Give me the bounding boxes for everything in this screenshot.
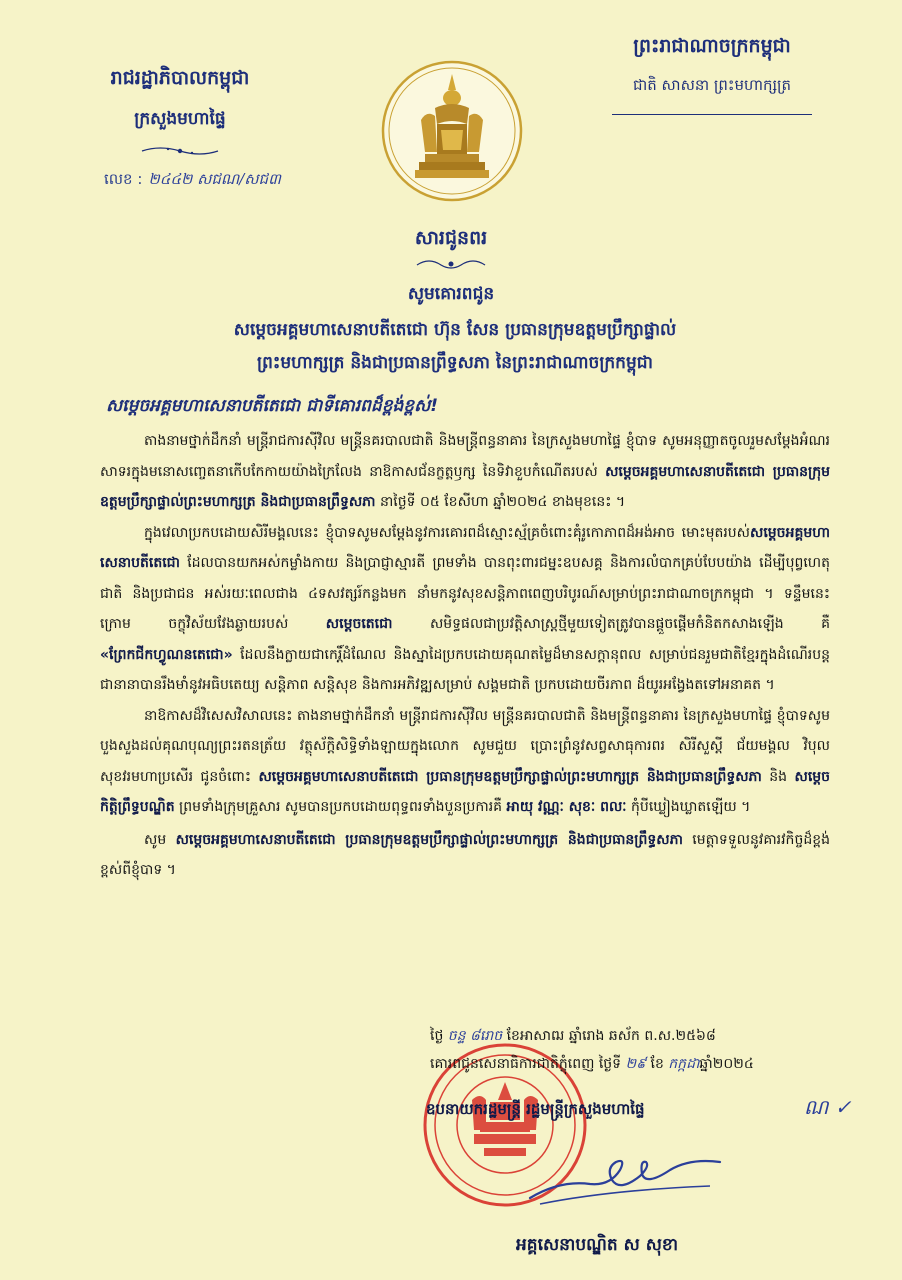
ornament-divider-icon (415, 257, 487, 271)
handwritten-signature-icon (520, 1140, 730, 1210)
handwritten-initials: ណ ✓ (804, 1095, 852, 1119)
reference-label: លេខ : (104, 170, 143, 188)
ornament-divider-icon (140, 145, 220, 157)
royal-emblem-icon (381, 60, 523, 202)
solar-day: ២៩ (625, 1056, 647, 1072)
kingdom-name: ព្រះរាជាណាចក្រកម្ពុជា (633, 35, 791, 57)
ministry-header (60, 66, 300, 161)
document-type-title: សារជូនពរ (414, 227, 488, 249)
p2-highlight-3: «ព្រែកជីកហ្វូណនតេជោ» (100, 646, 233, 663)
national-motto: ជាតិ សាសនា ព្រះមហាក្សត្រ (632, 76, 792, 94)
reference-value: ២៤៤២ សជណ/សជ៣ (148, 170, 281, 188)
reference-number (104, 170, 281, 192)
paragraph-3 (100, 701, 830, 823)
respect-line: សូមគោរពជូន (407, 284, 495, 304)
lunar-suffix: ខែអាសាឍ ឆ្នាំរោង ឆស័ក ព.ស.២៥៦៨ (506, 1028, 716, 1044)
ministry-name: ក្រសួងមហាផ្ទៃ (134, 109, 226, 129)
solar-prefix: គោរពជូនសេនាធិការជាតិក្ខុំពេញ ថ្ងៃទី (430, 1056, 622, 1072)
p1-tail: នាថ្ងៃទី ០៥ ខែសីហា ឆ្នាំ២០២៤ ខាងមុខនេះ ។ (379, 494, 626, 510)
p2-highlight: សម្តេចអគ្គមហាសេនាបតីតេជោ (100, 524, 830, 571)
lunar-handwritten: ចន្ទ ៨រោច (447, 1028, 503, 1044)
letter-body (100, 426, 830, 886)
solar-date (430, 1050, 850, 1078)
p3-mid-2: ព្រមទាំងក្រុមគ្រួសារ សូមបានប្រកបដោយពុទ្ធពរទាំងបួនប្រការគឺ (179, 799, 503, 815)
p4-text: សូម (144, 831, 167, 848)
paragraph-1 (100, 426, 830, 518)
recipient-line-1: សម្តេចអគ្គមហាសេនាបតីតេជោ ហ៊ុន សែន ប្រធានក្រុមឧត្តមប្រឹក្សាផ្ទាល់ (233, 320, 677, 340)
header-rule (612, 114, 812, 115)
p3-mid: និង (769, 768, 788, 785)
p2-text: ក្នុងវេលាប្រកបដោយសិរីមង្គលនេះ ខ្ញុំបាទសូមសម្តែងនូវការគោរពដ៏ស្មោះស្ម័គ្រចំពោះគុំរូកោភាពដ៏អង់អាច មោះមុតរបស់ (144, 524, 751, 541)
kingdom-header (592, 34, 832, 115)
signer-position: ឧបនាយករដ្ឋមន្ត្រី រដ្ឋមន្ត្រីក្រសួងមហាផ្ទៃ (426, 1100, 645, 1118)
p3-highlight-3: អាយុ វណ្ណៈ សុខៈ ពលៈ (506, 799, 627, 815)
p3-highlight: សម្តេចអគ្គមហាសេនាបតីតេជោ ប្រធានក្រុមឧត្តមប្រឹក្សាផ្ទាល់ព្រះមហាក្សត្រ និងជាប្រធានព្រឹទ្ធសភា (258, 768, 762, 785)
p2-highlight-2: សម្តេចតេជោ (325, 616, 393, 632)
p4-tail: មេត្តាទទួលនូវគារវកិច្ចដ៏ខ្ពង់ខ្ពស់ពីខ្ញុំបាទ ។ (100, 831, 830, 878)
recipient-line-2: ព្រះមហាក្សត្រ និងជាប្រធានព្រឹទ្ធសភា នៃព្រះរាជាណាចក្រកម្ពុជា (257, 353, 653, 373)
p3-text: នាឱកាសដ៏វិសេសវិសាលនេះ តាងនាមថ្នាក់ដឹកនាំ មន្ត្រីរាជការស៊ីវិល មន្ត្រីនគរបាលជាតិ និងមន្ត្រីពន្ធនាគារ នៃក្រសួងមហាផ្ទៃ ខ្ញុំបាទសូមបួងសួងដល់គុណបុណ្យព្រះរតនត្រ័យ វត្ថុស័ក្តិសិទ្ធិទាំងឡាយក្នុងលោក សូមជួយ ប្រោះព្រំនូវសព្វសាធុការពរ សិរីសួស្តី ជ័យមង្គល វិបុលសុខវរមហាប្រសើរ ជូនចំពោះ (100, 707, 830, 785)
signer-name: អគ្គសេនាបណ្ឌិត ស សុខា (516, 1235, 679, 1255)
p3-tail: កុំបីឃ្លៀងឃ្លាតឡើយ ។ (631, 799, 751, 815)
p2-tail: ដែលនឹងក្លាយជាកេរ្តិ៍ដំណែល និងស្នាដៃប្រកបដោយគុណតម្លៃដ៏មានសក្តានុពល សម្រាប់ជនរួមជាតិខ្មែរក្នុងដំណើរបន្តជានានាបានរឹងមាំនូវអធិបតេយ្យ សន្តិភាព សន្តិសុខ និងការអភិវឌ្ឍសម្រាប់ សង្គមជាតិ ប្រកបដោយចីរភាព ដ៏យូរអង្វែងតទៅអនាគត ។ (100, 646, 830, 693)
p4-highlight: សម្តេចអគ្គមហាសេនាបតីតេជោ ប្រធានក្រុមឧត្តមប្រឹក្សាផ្ទាល់ព្រះមហាក្សត្រ និងជាប្រធានព្រឹទ្ធសភា (175, 831, 683, 848)
p2-mid-2: សមិទ្ធផលជាប្រវត្តិសាស្ត្រថ្មីមួយទៀតត្រូវបានផ្តួចផ្តើមកំនិតកសាងឡើង គឺ (429, 616, 831, 632)
lunar-date (430, 1022, 850, 1050)
solar-suffix: ឆ្នាំ២០២៤ (699, 1056, 754, 1072)
p3-highlight-2: សម្តេចកិត្តិព្រឹទ្ធបណ្ឌិត (100, 768, 831, 815)
date-block (430, 1022, 850, 1078)
government-name: រាជរដ្ឋាភិបាលកម្ពុជា (110, 67, 250, 89)
salutation: សម្តេចអគ្គមហាសេនាបតីតេជោ ជាទីគោរពដ៏ខ្ពង់ខ្ពស់! (106, 396, 439, 416)
lunar-prefix: ថ្ងៃ (430, 1028, 444, 1044)
p2-mid: ដែលបានយកអស់កម្លាំងកាយ និងប្រាជ្ញាស្មារតី ព្រមទាំង បានពុះពារជម្នះឧបសគ្គ និងការលំបាកគ្រប់បែបយ៉ាង ដើម្បីបុព្វហេតុជាតិ និងប្រជាជន អស់រយៈពេលជាង ៤ទសវត្សរ៍កន្លងមក នាំមកនូវសុខសន្តិភាពពេញបរិបូរណ៍សម្រាប់ព្រះរាជាណាចក្រកម្ពុជា ។ ទន្ទឹមនេះ ក្រោម ចក្ខុវិស័យវែងឆ្ងាយរបស់ (100, 555, 830, 632)
p1-text: តាងនាមថ្នាក់ដឹកនាំ មន្ត្រីរាជការស៊ីវិល មន្ត្រីនគរបាលជាតិ និងមន្ត្រីពន្ធនាគារ នៃក្រសួងមហាផ្ទៃ ខ្ញុំបាទ សូមអនុញ្ញាតចូលរួមសម្តែងអំណរសាទរក្នុងមនោសញ្ចេតនាកើបកែកាយយ៉ាងក្រៃលែង នាឱកាសជ័នក្ខត្តឫក្ស នៃទិវាខួបកំណើតរបស់ (100, 433, 830, 480)
solar-mid: ខែ (650, 1056, 664, 1072)
p1-highlight: សម្តេចអគ្គមហាសេនាបតីតេជោ ប្រធានក្រុមឧត្តមប្រឹក្សាផ្ទាល់ព្រះមហាក្សត្រ និងជាប្រធានព្រឹទ្ធសភា (100, 463, 831, 510)
solar-month: កក្កដា (668, 1056, 700, 1072)
paragraph-2 (100, 518, 830, 701)
paragraph-4 (100, 825, 830, 886)
